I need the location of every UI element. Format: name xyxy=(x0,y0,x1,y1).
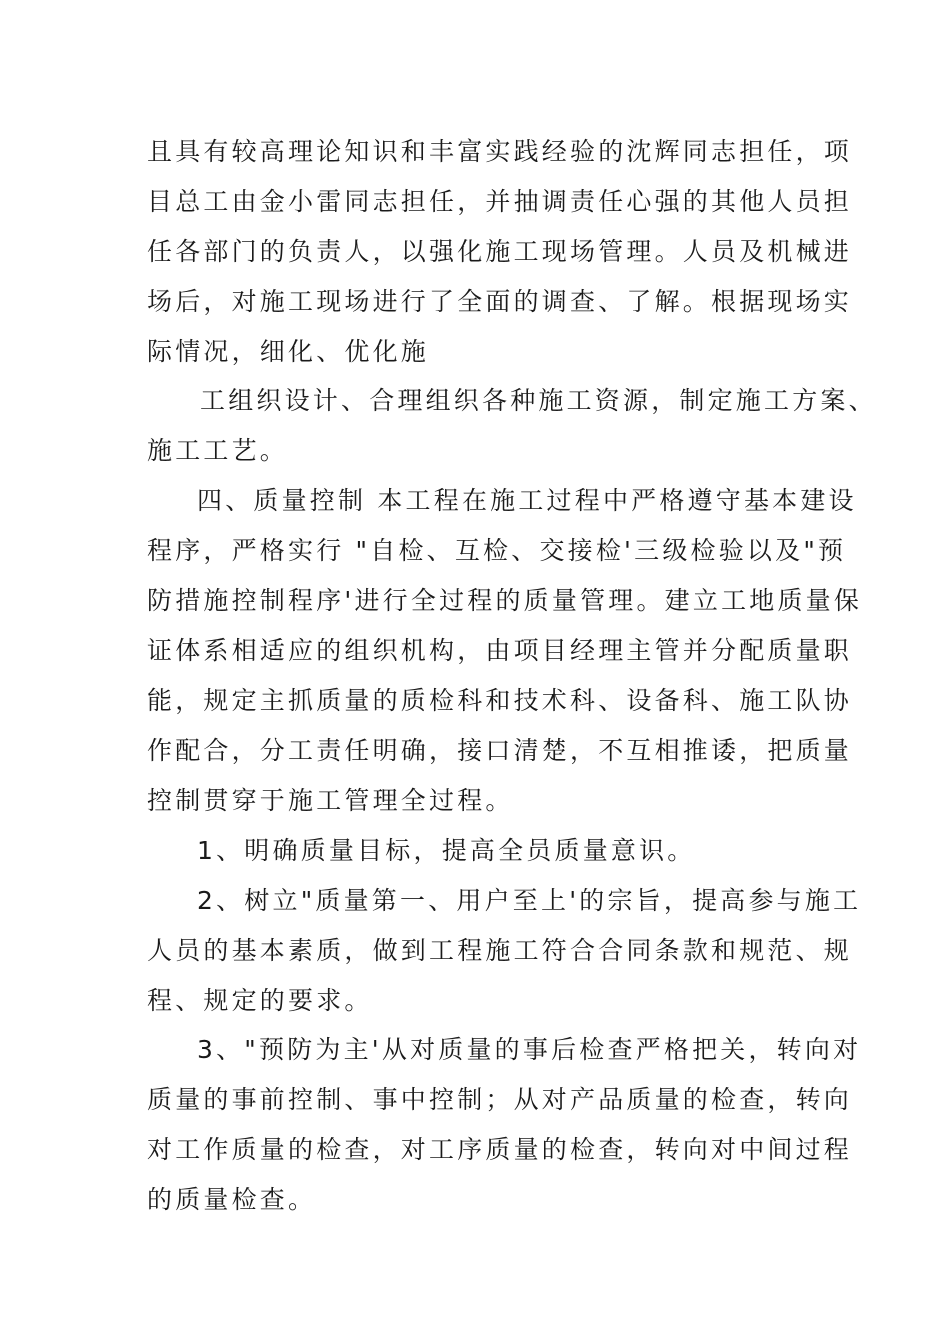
text-line: 人员的基本素质，做到工程施工符合合同条款和规范、规 xyxy=(147,936,853,965)
text-line: 四、质量控制 本工程在施工过程中严格遵守基本建设 xyxy=(197,486,857,515)
text-line: 的质量检查。 xyxy=(147,1185,317,1214)
text-line: 程序，严格实行 "自检、互检、交接检'三级检验以及"预 xyxy=(147,536,847,565)
text-line: 1、明确质量目标，提高全员质量意识。 xyxy=(197,836,696,865)
text-line: 作配合，分工责任明确，接口清楚，不互相推诿，把质量 xyxy=(147,736,853,765)
text-line: 能，规定主抓质量的质检科和技术科、设备科、施工队协 xyxy=(147,686,853,715)
text-line: 施工工艺。 xyxy=(147,436,289,465)
text-line: 防措施控制程序'进行全过程的质量管理。建立工地质量保 xyxy=(147,586,863,615)
text-line: 对工作质量的检查，对工序质量的检查，转向对中间过程 xyxy=(147,1135,853,1164)
text-line: 控制贯穿于施工管理全过程。 xyxy=(147,786,514,815)
text-line: 场后，对施工现场进行了全面的调查、了解。根据现场实 xyxy=(147,287,853,316)
text-line: 工组织设计、合理组织各种施工资源，制定施工方案、 xyxy=(200,386,877,415)
text-line: 3、"预防为主'从对质量的事后检查严格把关，转向对 xyxy=(197,1035,862,1064)
text-line: 程、规定的要求。 xyxy=(147,986,373,1015)
text-line: 际情况，细化、优化施 xyxy=(147,337,430,366)
text-line: 质量的事前控制、事中控制；从对产品质量的检查，转向 xyxy=(147,1085,853,1114)
text-line: 且具有较高理论知识和丰富实践经验的沈辉同志担任，项 xyxy=(147,137,853,166)
text-line: 2、树立"质量第一、用户至上'的宗旨，提高参与施工 xyxy=(197,886,862,915)
text-line: 目总工由金小雷同志担任，并抽调责任心强的其他人员担 xyxy=(147,187,853,216)
text-line: 任各部门的负责人，以强化施工现场管理。人员及机械进 xyxy=(147,237,853,266)
text-line: 证体系相适应的组织机构，由项目经理主管并分配质量职 xyxy=(147,636,853,665)
